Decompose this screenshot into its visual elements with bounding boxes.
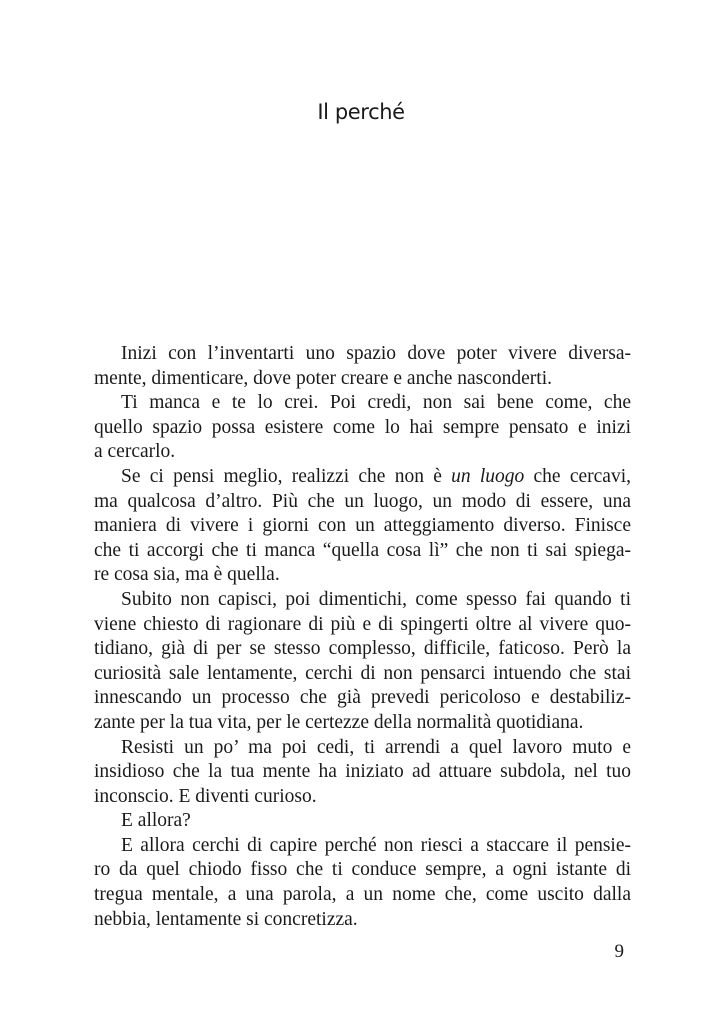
- chapter-body: [94, 342, 631, 932]
- text-line: che ti accorgi che ti manca “quella cosa lì” che non ti sai spiega-: [94, 539, 631, 561]
- text-line: [94, 465, 631, 490]
- text-line: Ti manca e te lo crei. Poi credi, non sai bene come, che: [121, 392, 631, 414]
- text-line: Inizi con l’inventarti uno spazio dove poter vivere diversa-: [121, 343, 631, 364]
- text-line: tregua mentale, a una parola, a un nome che, come uscito dalla: [94, 884, 631, 906]
- text-line: inconscio. E diventi curioso.: [94, 785, 317, 807]
- text-line: nebbia, lentamente si concretizza.: [94, 908, 358, 930]
- text-line: re cosa sia, ma è quella.: [94, 564, 280, 586]
- text-line: maniera di vivere i giorni con un atteggiamento diverso. Finisce: [94, 515, 631, 537]
- paragraph: [94, 391, 631, 465]
- text-line: innescando un processo che già prevedi pericoloso e destabiliz-: [94, 687, 631, 709]
- text-line: curiosità sale lentamente, cerchi di non pensarci intuendo che stai: [94, 662, 631, 684]
- text-line: insidioso che la tua mente ha iniziato ad attuare subdola, nel tuo: [94, 761, 631, 783]
- text-line: tidiano, già di per se stesso complesso, difficile, faticoso. Però la: [94, 638, 631, 660]
- text-line: zante per la tua vita, per le certezze della normalità quotidiana.: [94, 711, 584, 733]
- text-line: ma qualcosa d’altro. Più che un luogo, un modo di essere, una: [94, 490, 631, 512]
- text-line: ro da quel chiodo fisso che ti conduce sempre, a ogni istante di: [94, 859, 631, 881]
- text-line: quello spazio possa esistere come lo hai sempre pensato e inizi: [94, 416, 631, 438]
- text-line: viene chiesto di ragionare di più e di spingerti oltre al vivere quo-: [94, 613, 631, 635]
- text-line: E allora?: [121, 810, 191, 832]
- paragraph: [94, 736, 631, 810]
- text-line: a cercarlo.: [94, 441, 176, 463]
- text-segment: Se ci pensi meglio, realizzi che non è: [121, 465, 452, 487]
- text-line: Resisti un po’ ma poi cedi, ti arrendi a quel lavoro muto e: [121, 736, 631, 758]
- chapter-title: Il perché: [317, 100, 405, 124]
- italic-phrase: un luogo: [451, 465, 525, 487]
- text-line: E allora cerchi di capire perché non riesci a staccare il pensie-: [121, 834, 631, 856]
- text-line: mente, dimenticare, dove poter creare e anche nasconderti.: [94, 367, 553, 389]
- paragraph: [94, 834, 631, 932]
- paragraph: [94, 588, 631, 736]
- text-line: Subito non capisci, poi dimentichi, come spesso fai quando ti: [121, 588, 631, 610]
- paragraph: [94, 809, 631, 834]
- paragraph: [94, 342, 631, 391]
- text-segment: che cercavi,: [524, 465, 631, 487]
- page-number: 9: [614, 941, 624, 962]
- paragraph: [94, 465, 631, 588]
